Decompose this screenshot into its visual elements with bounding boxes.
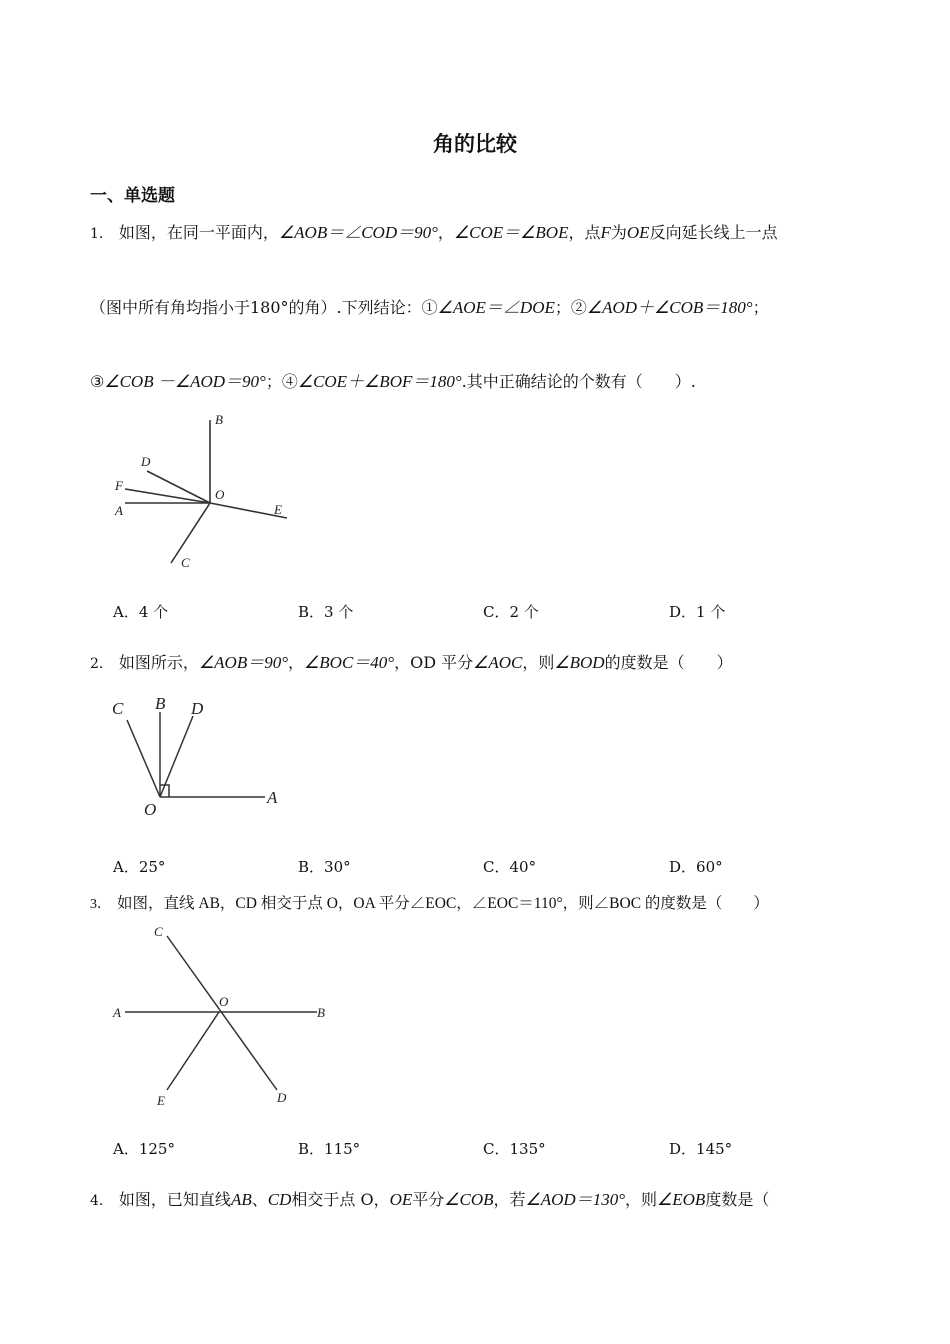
q3-option-a[interactable]: A．125° — [113, 1140, 175, 1158]
q1-math: ∠AOE＝∠DOE — [437, 298, 555, 317]
label-A: A — [113, 1005, 121, 1020]
q1-text: ， — [437, 223, 454, 242]
q1-text: 如图，在同一平面内， — [118, 223, 279, 242]
q4-text: ，若 — [493, 1190, 526, 1209]
q4-line — [90, 1185, 769, 1210]
q1-text: ，点 — [568, 223, 601, 242]
q4-math: ∠EOB — [657, 1190, 706, 1209]
q4-text: 、 — [251, 1190, 268, 1209]
q2-line — [90, 648, 733, 673]
q2-math: ∠AOB＝90° — [198, 653, 289, 672]
label-F: F — [115, 478, 123, 493]
q1-option-b[interactable]: B．3 个 — [298, 603, 354, 621]
label-B: B — [215, 412, 223, 427]
q3-option-c[interactable]: C．135° — [483, 1140, 546, 1158]
q3-figure — [105, 922, 345, 1112]
q4-text: 平分 — [412, 1190, 445, 1209]
label-C: C — [112, 699, 124, 718]
label-O: O — [215, 487, 225, 502]
label-A: A — [267, 788, 278, 807]
q4-number: 4． — [90, 1193, 113, 1209]
q3-option-b[interactable]: B．115° — [298, 1140, 361, 1158]
q2-number: 2． — [90, 656, 113, 672]
q4-math: ∠COB — [444, 1190, 494, 1209]
q3-line — [90, 891, 769, 913]
q1-line-1 — [90, 218, 778, 243]
q1-option-d[interactable]: D．1 个 — [669, 603, 726, 621]
label-O: O — [144, 800, 157, 819]
q4-text: 度数是（ — [705, 1190, 770, 1209]
q1-option-a[interactable]: A．4 个 — [113, 603, 169, 621]
q1-figure — [105, 405, 305, 575]
q1-text: ；④ — [265, 372, 298, 391]
line-CD — [167, 936, 277, 1090]
q2-math: ∠AOC — [473, 653, 523, 672]
q2-math: ∠BOD — [554, 653, 605, 672]
q1-math: ∠AOB＝∠COD＝90° — [278, 223, 438, 242]
q2-text: ，OD 平分 — [394, 653, 474, 672]
ray-OE — [167, 1012, 219, 1090]
q2-option-c[interactable]: C．40° — [483, 858, 537, 876]
q2-text: 如图所示， — [118, 653, 199, 672]
q1-text: ；② — [554, 298, 587, 317]
label-D: D — [191, 699, 204, 718]
q3-number: 3． — [90, 897, 111, 912]
label-B: B — [317, 1005, 325, 1020]
q1-text: ； — [752, 298, 769, 317]
label-E: E — [274, 502, 282, 517]
q1-math: ∠COB －∠AOD＝90° — [104, 372, 266, 391]
q1-text: 反向延长线上一点 — [649, 223, 778, 242]
label-A: A — [115, 503, 123, 518]
q2-option-b[interactable]: B．30° — [298, 858, 351, 876]
q1-line-2 — [90, 293, 769, 318]
q1-math: OE — [626, 223, 650, 242]
q2-option-a[interactable]: A．25° — [113, 858, 166, 876]
q1-line-3 — [90, 367, 696, 392]
q1-number: 1． — [90, 226, 113, 242]
q3-text: 如图，直线 AB，CD 相交于点 O，OA 平分∠EOC，∠EOC＝110°，则∠BOC 的度数是（ ） — [117, 895, 769, 912]
q2-math: ∠BOC＝40° — [304, 653, 395, 672]
q1-text: .其中正确结论的个数有（ ）. — [461, 372, 696, 391]
q4-text: 相交于点 O， — [291, 1190, 390, 1209]
q1-text: ③ — [90, 372, 105, 391]
page-title: 角的比较 — [433, 132, 517, 156]
ray-OC — [171, 503, 210, 563]
q1-math: F — [600, 223, 611, 242]
q1-math: ∠COE＋∠BOF＝180° — [297, 372, 462, 391]
q2-text: ，则 — [522, 653, 555, 672]
label-E: E — [157, 1093, 165, 1108]
section-heading: 一、单选题 — [90, 186, 175, 206]
label-D: D — [141, 454, 151, 469]
q1-math: ∠COE＝∠BOE — [453, 223, 569, 242]
q2-text: ， — [288, 653, 305, 672]
label-O: O — [219, 994, 229, 1009]
label-B: B — [155, 694, 166, 713]
q2-figure — [105, 690, 295, 825]
ray-OC — [127, 720, 160, 797]
q4-math: CD — [267, 1190, 292, 1209]
q1-option-c[interactable]: C．2 个 — [483, 603, 539, 621]
q2-option-d[interactable]: D．60° — [669, 858, 723, 876]
q1-text: （图中所有角均指小于180°的角）.下列结论：① — [90, 298, 438, 317]
q3-option-d[interactable]: D．145° — [669, 1140, 733, 1158]
q4-text: 如图，已知直线 — [118, 1190, 231, 1209]
label-C: C — [154, 924, 163, 939]
q4-math: AB — [230, 1190, 252, 1209]
q1-math: ∠AOD＋∠COB＝180° — [586, 298, 753, 317]
q1-text: 为 — [610, 223, 627, 242]
label-D: D — [277, 1090, 287, 1105]
label-C: C — [181, 555, 190, 570]
q4-math: OE — [389, 1190, 413, 1209]
q2-text: 的度数是（ ） — [604, 653, 733, 672]
q4-math: ∠AOD＝130° — [525, 1190, 626, 1209]
q4-text: ，则 — [625, 1190, 658, 1209]
